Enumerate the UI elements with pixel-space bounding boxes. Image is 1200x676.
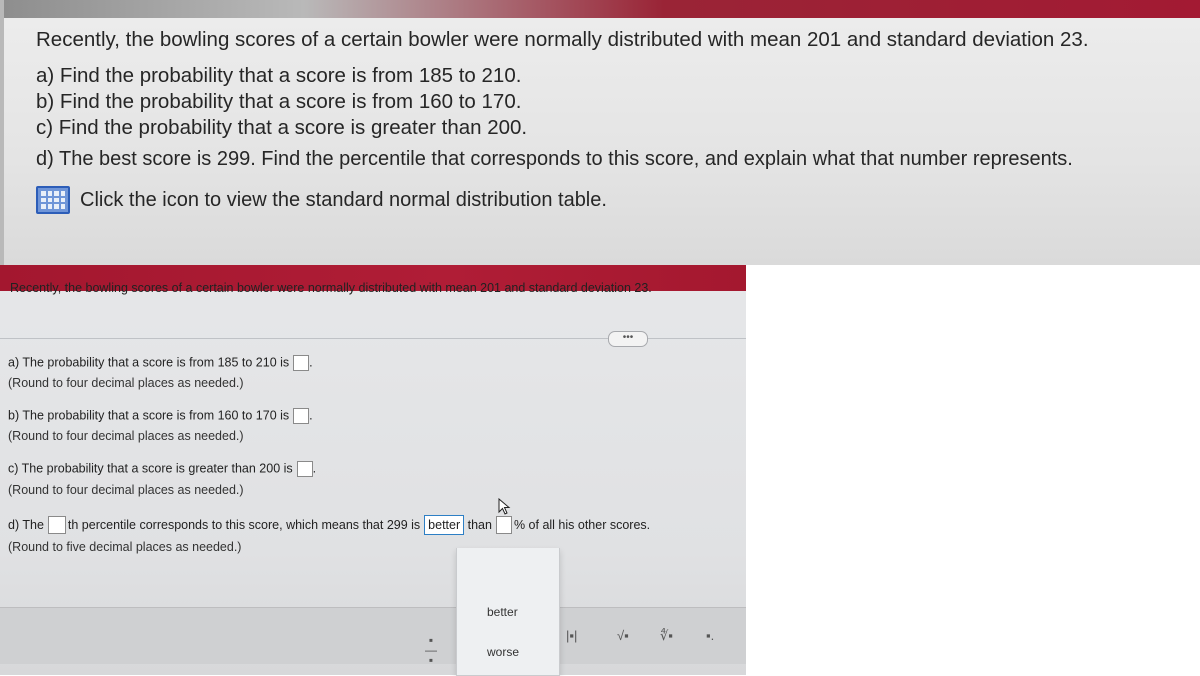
normal-table-link[interactable] (36, 185, 607, 215)
top-intro-text: Recently, the bowling scores of a certain bowler were normally distributed with mean 201 and standard deviation 23. (36, 28, 1089, 51)
nth-root-icon[interactable]: ∜▪ (660, 628, 673, 643)
more-button[interactable]: ••• (608, 331, 648, 347)
question-b-hint: (Round to four decimal places as needed.) (8, 429, 244, 443)
top-question-a: a) Find the probability that a score is from 185 to 210. (36, 64, 522, 87)
question-d (8, 515, 650, 535)
mouse-cursor-icon (498, 498, 512, 516)
answer-c-input[interactable] (297, 461, 313, 477)
question-d-text: th percentile corresponds to this score, which means that 299 is (67, 518, 421, 532)
question-a (8, 355, 313, 371)
answer-a-input[interactable] (293, 355, 309, 371)
percentile-input[interactable] (48, 516, 66, 534)
table-grid-icon[interactable] (36, 186, 70, 214)
absolute-value-icon[interactable]: |▪| (566, 628, 578, 643)
better-worse-select[interactable]: better (424, 515, 464, 535)
top-question-panel (0, 0, 1200, 265)
question-c (8, 461, 316, 477)
normal-table-link-label[interactable]: Click the icon to view the standard normal distribution table. (80, 188, 607, 211)
fraction-icon[interactable]: ▪ — ▪ (425, 633, 437, 667)
top-question-d: d) The best score is 299. Find the percentile that corresponds to this score, and explain what that number represents. (36, 148, 1073, 170)
answer-b-input[interactable] (293, 408, 309, 424)
square-root-icon[interactable]: √▪ (617, 628, 629, 643)
percent-input[interactable] (496, 516, 512, 534)
question-b-end: . (309, 408, 313, 423)
top-question-c: c) Find the probability that a score is greater than 200. (36, 116, 528, 139)
question-b-text: b) The probability that a score is from 160 to 170 is (8, 408, 290, 423)
decimal-icon[interactable]: ▪. (706, 628, 715, 643)
question-a-text: a) The probability that a score is from 185 to 210 is (8, 355, 290, 370)
answer-panel (0, 265, 746, 675)
question-d-prefix: d) The (8, 518, 44, 532)
math-toolbar (0, 607, 746, 667)
top-header-bar (4, 0, 1200, 18)
question-d-suffix: % of all his other scores. (513, 518, 651, 532)
question-b (8, 408, 313, 424)
better-worse-dropdown (456, 548, 560, 676)
dropdown-option-better[interactable]: better (487, 605, 518, 619)
answer-intro-text: Recently, the bowling scores of a certain bowler were normally distributed with mean 201 and standard deviation 23. (10, 281, 652, 295)
question-d-hint: (Round to five decimal places as needed.) (8, 540, 242, 554)
question-c-end: . (312, 461, 317, 476)
question-a-end: . (309, 355, 313, 370)
question-a-hint: (Round to four decimal places as needed.) (8, 376, 244, 390)
question-d-than: than (467, 518, 492, 532)
top-question-b: b) Find the probability that a score is from 160 to 170. (36, 90, 522, 113)
dropdown-option-worse[interactable]: worse (487, 645, 520, 659)
question-c-hint: (Round to four decimal places as needed.) (8, 483, 244, 497)
question-c-text: c) The probability that a score is greater than 200 is (8, 461, 293, 476)
